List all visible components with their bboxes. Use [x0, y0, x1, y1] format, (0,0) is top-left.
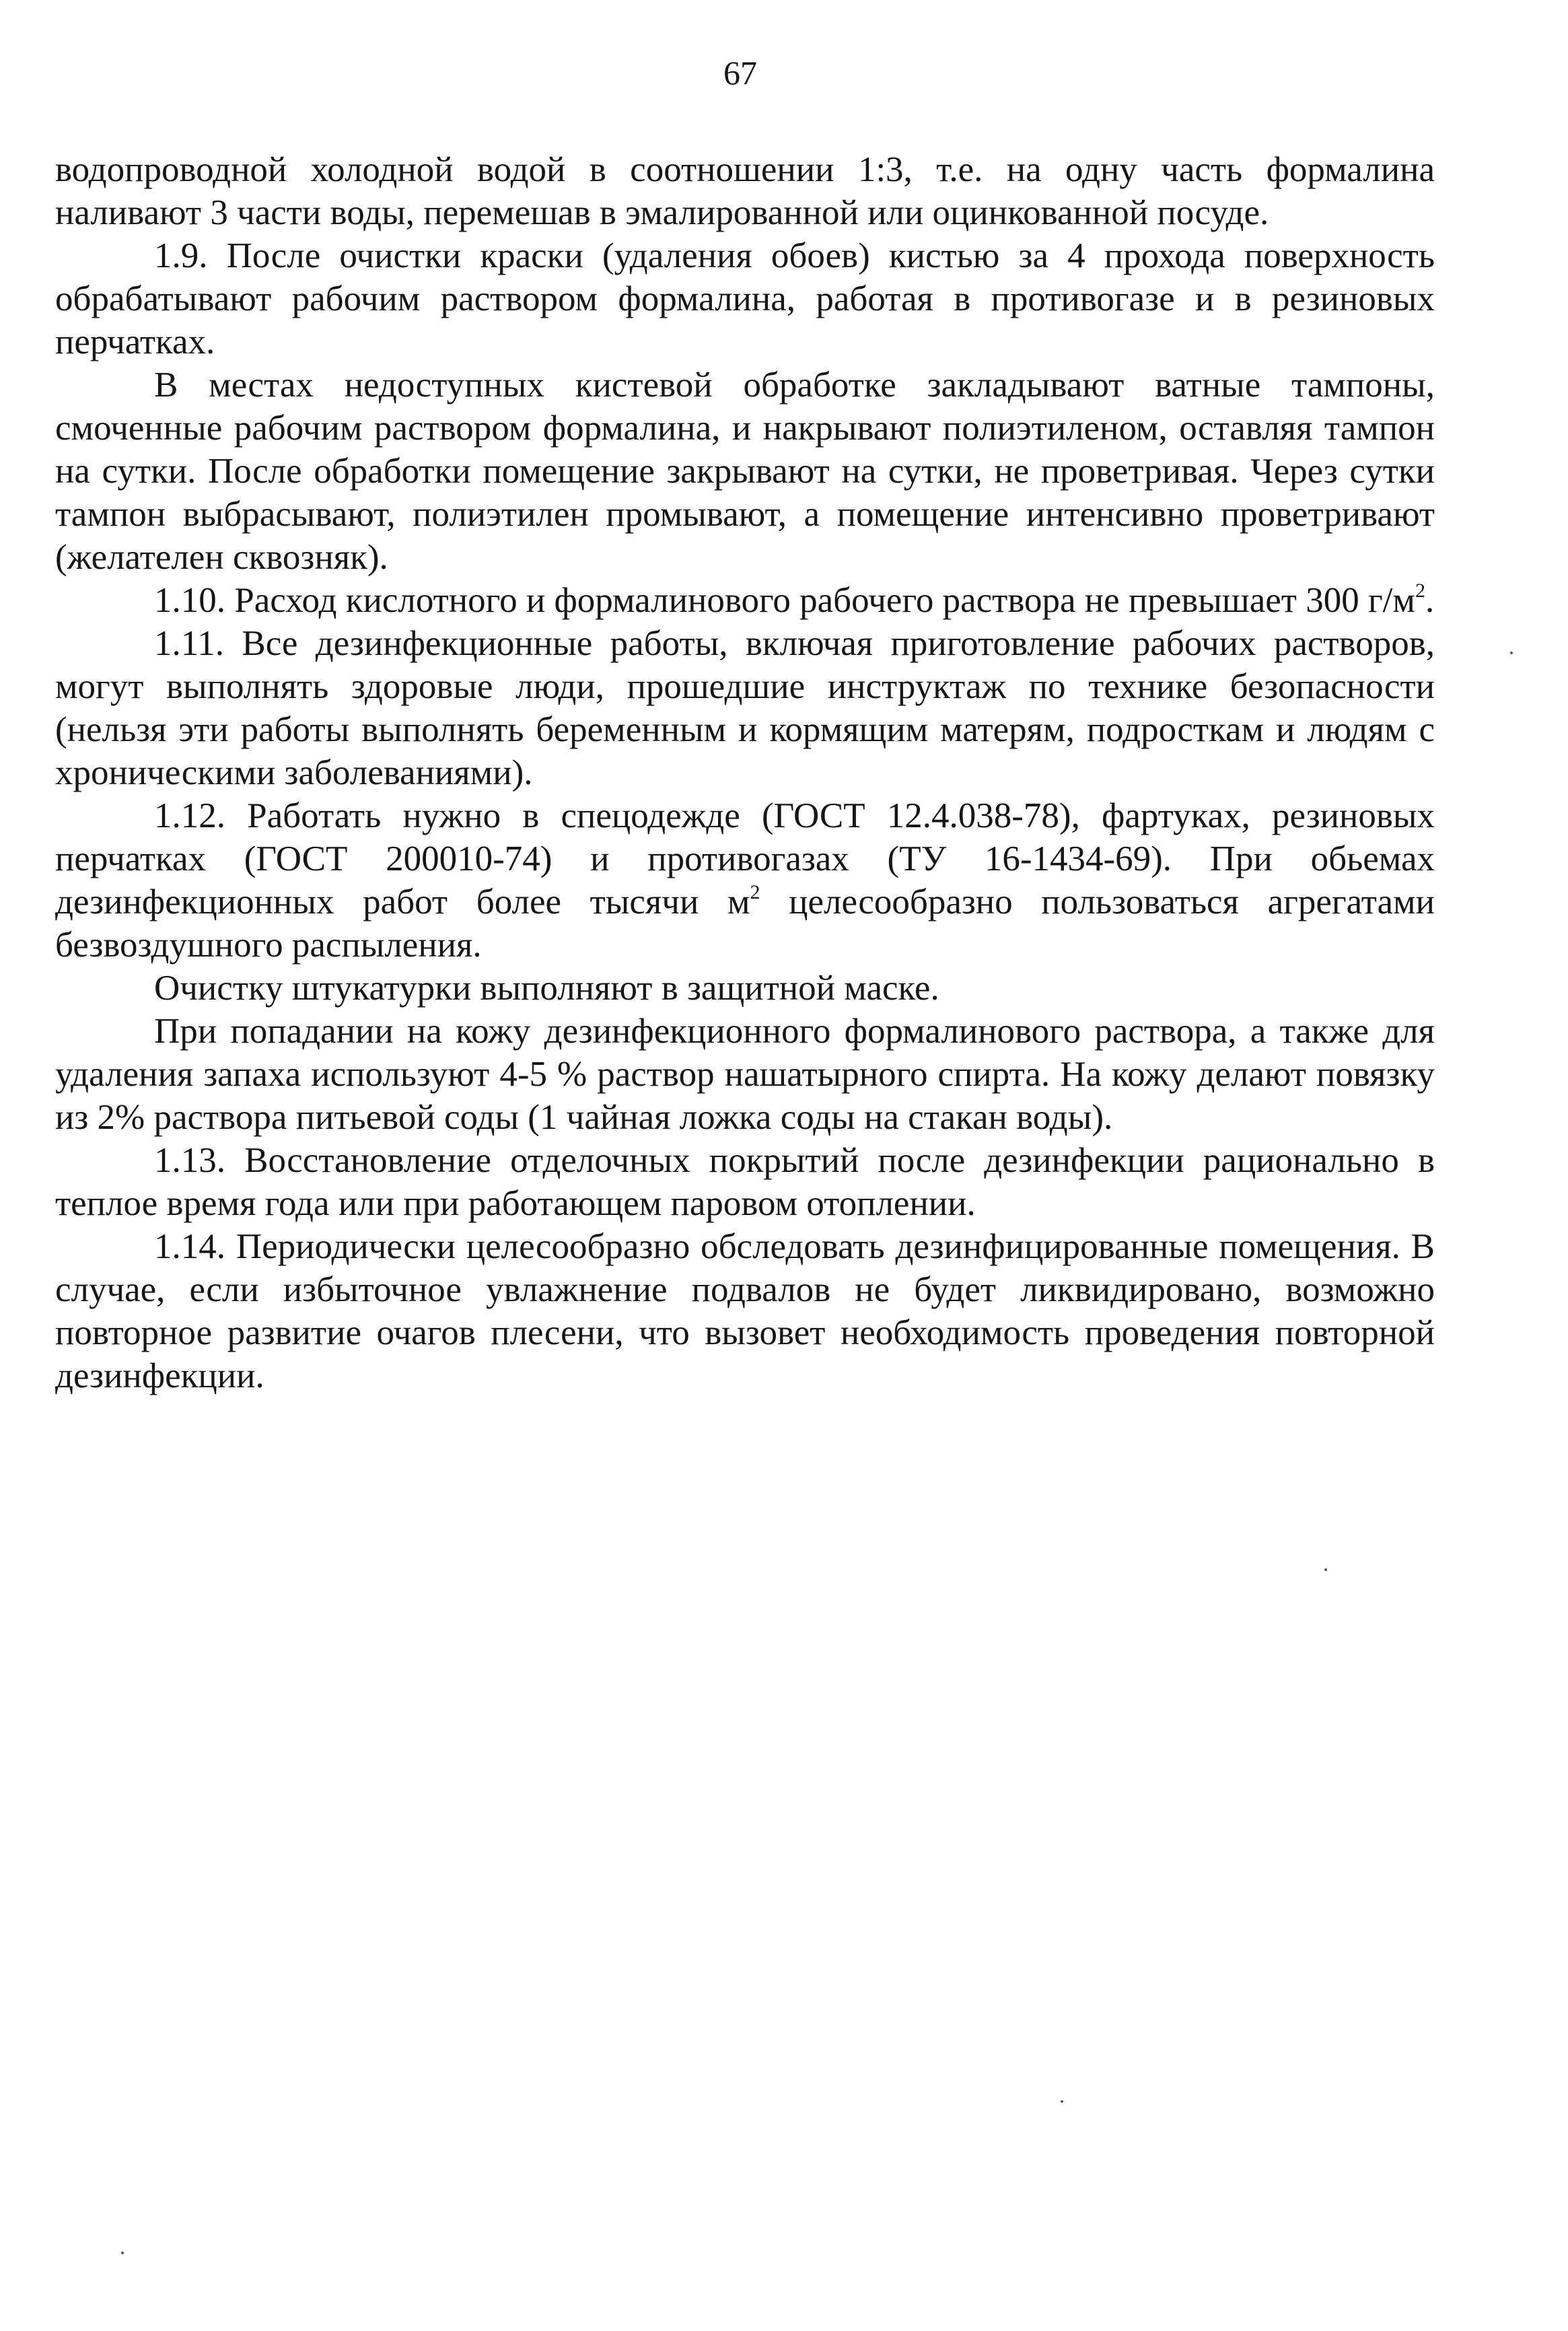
scan-speck	[121, 2252, 124, 2254]
page-number: 67	[723, 54, 757, 92]
paragraph-continuation: водопроводной холодной водой в соотношении 1:3, т.е. на одну часть формалина наливают 3 части воды, перемешав в эмалированной или оцинкованной посуде.	[55, 150, 1435, 232]
paragraph-1-12-after: целесообразно пользоваться агрегатами безвоздушного распыления.	[55, 882, 1435, 965]
paragraph-1-12-mask: Очистку штукатурки выполняют в защитной маске.	[154, 969, 939, 1008]
paragraph-1-11: 1.11. Все дезинфекционные работы, включая приготовление рабочих растворов, могут выполнять здоровые люди, прошедшие инструктаж по технике безопасности (нельзя эти работы выполнять беременным и кормящим матерям, подросткам и людям с хроническими заболеваниями).	[55, 624, 1435, 792]
paragraph-1-13: 1.13. Восстановление отделочных покрытий после дезинфекции рационально в теплое время года или при работающем паровом отоплении.	[55, 1141, 1435, 1223]
superscript-2: 2	[750, 881, 760, 903]
paragraph-1-10	[55, 579, 1435, 622]
scan-speck	[1324, 1568, 1327, 1571]
paragraph-1-14: 1.14. Периодически целесообразно обследовать дезинфицированные помещения. В случае, если избыточное увлажнение подвалов не будет ликвидировано, возможно повторное развитие очагов плесени, что вызовет необходимость проведения повторной дезинфекции.	[55, 1227, 1435, 1395]
paragraph-1-9-tampons: В местах недоступных кистевой обработке закладывают ватные тампоны, смоченные рабочим раствором формалина, и накрывают полиэтиленом, оставляя тампон на сутки. После обработки помещение закрывают на сутки, не проветривая. Через сутки тампон выбрасывают, полиэтилен промывают, а помещение интенсивно проветривают (желателен сквозняк).	[55, 366, 1435, 577]
superscript-2: 2	[1415, 580, 1425, 602]
paragraph-1-12	[55, 794, 1435, 967]
text-block	[55, 148, 1435, 1397]
paragraph-1-12-skin: При попадании на кожу дезинфекционного формалинового раствора, а также для удаления запаха используют 4-5 % раствор нашатырного спирта. На кожу делают повязку из 2% раствора питьевой соды (1 чайная ложка соды на стакан воды).	[55, 1012, 1435, 1137]
scan-speck	[1510, 652, 1513, 654]
scan-speck	[1061, 2100, 1063, 2103]
paragraph-1-10-text: 1.10. Расход кислотного и формалинового рабочего раствора не превышает 300 г/м	[154, 581, 1415, 620]
paragraph-1-12-text: 1.12. Работать нужно в спецодежде (ГОСТ 12.4.038-78), фартуках, резиновых перчатках (ГОСТ 200010-74) и противогазах (ТУ 16-1434-69). При обьемах дезинфекционных работ более тысячи м	[55, 796, 1435, 921]
paragraph-1-10-after: .	[1425, 581, 1435, 620]
paragraph-1-9: 1.9. После очистки краски (удаления обоев) кистью за 4 прохода поверхность обрабатывают рабочим раствором формалина, работая в противогазе и в резиновых перчатках.	[55, 236, 1435, 361]
